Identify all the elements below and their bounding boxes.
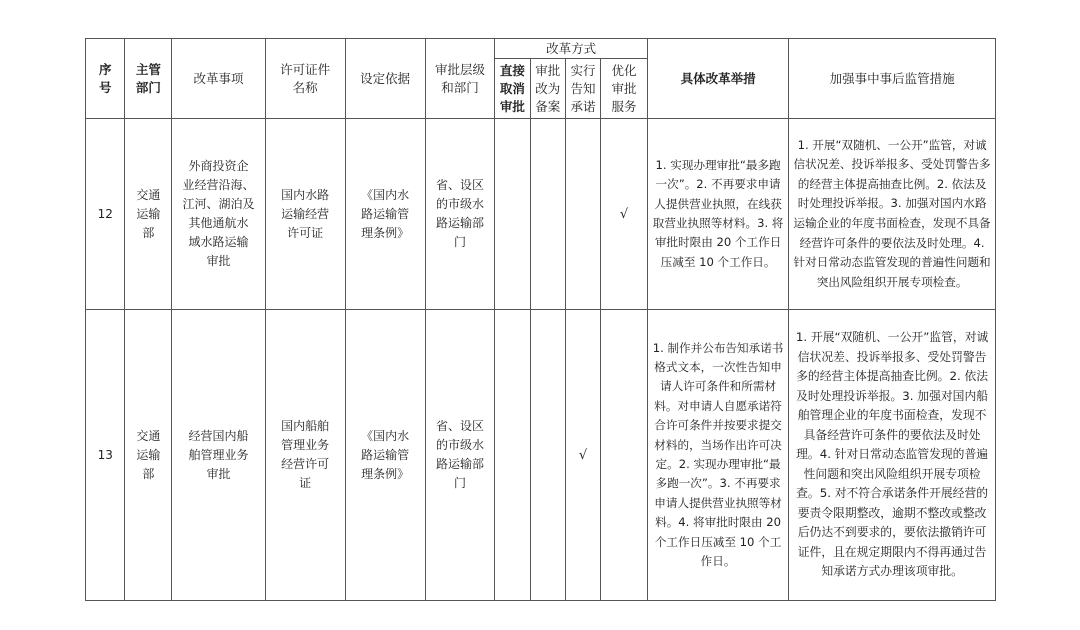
cell-item: 外商投资企 业经营沿海、 江河、湖泊及 其他通航水 域水路运输 审批 [172, 119, 265, 310]
cell-mode-record [530, 119, 565, 310]
header-license: 许可证件 名称 [265, 39, 345, 119]
cell-supervision: 1. 开展“双随机、一公开”监管，对诚信状况差、投诉举报多、受处罚警告多的经营主体提高抽查比例。2. 依法及时处理投诉举报。3. 加强对国内水路运输企业的年度书面检查，发现不具备经营许可条件的要依法及时处理。4. 针对日常动态监管发现的普遍性问题和突出风险组织开展专项检查。 [789, 119, 996, 310]
cell-seq: 13 [86, 310, 125, 601]
cell-mode-commit: √ [565, 310, 600, 601]
header-seq: 序 号 [86, 39, 125, 119]
cell-level: 省、设区 的市级水 路运输部 门 [425, 119, 495, 310]
cell-mode-optimize [601, 310, 648, 601]
cell-license: 国内船舶 管理业务 经营许可 证 [265, 310, 345, 601]
cell-license: 国内水路 运输经营 许可证 [265, 119, 345, 310]
header-measures: 具体改革举措 [647, 39, 788, 119]
cell-basis: 《国内水 路运输管 理条例》 [345, 310, 425, 601]
header-item: 改革事项 [172, 39, 265, 119]
header-mode-record: 审批 改为 备案 [530, 59, 565, 119]
header-mode-commit: 实行 告知 承诺 [565, 59, 600, 119]
cell-level: 省、设区 的市级水 路运输部 门 [425, 310, 495, 601]
header-supervision: 加强事中事后监管措施 [789, 39, 996, 119]
header-dept: 主管 部门 [125, 39, 172, 119]
cell-mode-commit [565, 119, 600, 310]
cell-mode-record [530, 310, 565, 601]
cell-measures: 1. 制作并公布告知承诺书格式文本，一次性告知申请人许可条件和所需材料。对申请人自愿承诺符合许可条件并按要求提交材料的，当场作出许可决定。2. 实现办理审批“最多跑一次”。3. 不再要求申请人提供营业执照等材料。4. 将审批时限由 20 个工作日压减至 10 个工作日。 [647, 310, 788, 601]
cell-measures: 1. 实现办理审批“最多跑一次”。2. 不再要求申请人提供营业执照，在线获取营业执照等材料。3. 将审批时限由 20 个工作日压减至 10 个工作日。 [647, 119, 788, 310]
cell-dept: 交通 运输 部 [125, 310, 172, 601]
header-level: 审批层级 和部门 [425, 39, 495, 119]
table-row [86, 310, 996, 601]
header-reform-mode: 改革方式 [495, 39, 648, 59]
header-basis: 设定依据 [345, 39, 425, 119]
cell-dept: 交通 运输 部 [125, 119, 172, 310]
table-row [86, 119, 996, 310]
cell-mode-cancel [495, 310, 530, 601]
cell-supervision: 1. 开展“双随机、一公开”监管，对诚信状况差、投诉举报多、受处罚警告多的经营主体提高抽查比例。2. 依法及时处理投诉举报。3. 加强对国内船舶管理企业的年度书面检查，发现不具备经营许可条件的要依法及时处理。4. 针对日常动态监管发现的普遍性问题和突出风险组织开展专项检查。5. 对不符合承诺条件开展经营的要责令限期整改，逾期不整改或整改后仍达不到要求的，要依法撤销许可证件，且在规定期限内不得再通过告知承诺方式办理该项审批。 [789, 310, 996, 601]
header-mode-cancel: 直接 取消 审批 [495, 59, 530, 119]
header-mode-optimize: 优化 审批 服务 [601, 59, 648, 119]
reform-table [85, 38, 996, 601]
cell-item: 经营国内船 舶管理业务 审批 [172, 310, 265, 601]
cell-basis: 《国内水 路运输管 理条例》 [345, 119, 425, 310]
cell-mode-optimize: √ [601, 119, 648, 310]
cell-mode-cancel [495, 119, 530, 310]
cell-seq: 12 [86, 119, 125, 310]
